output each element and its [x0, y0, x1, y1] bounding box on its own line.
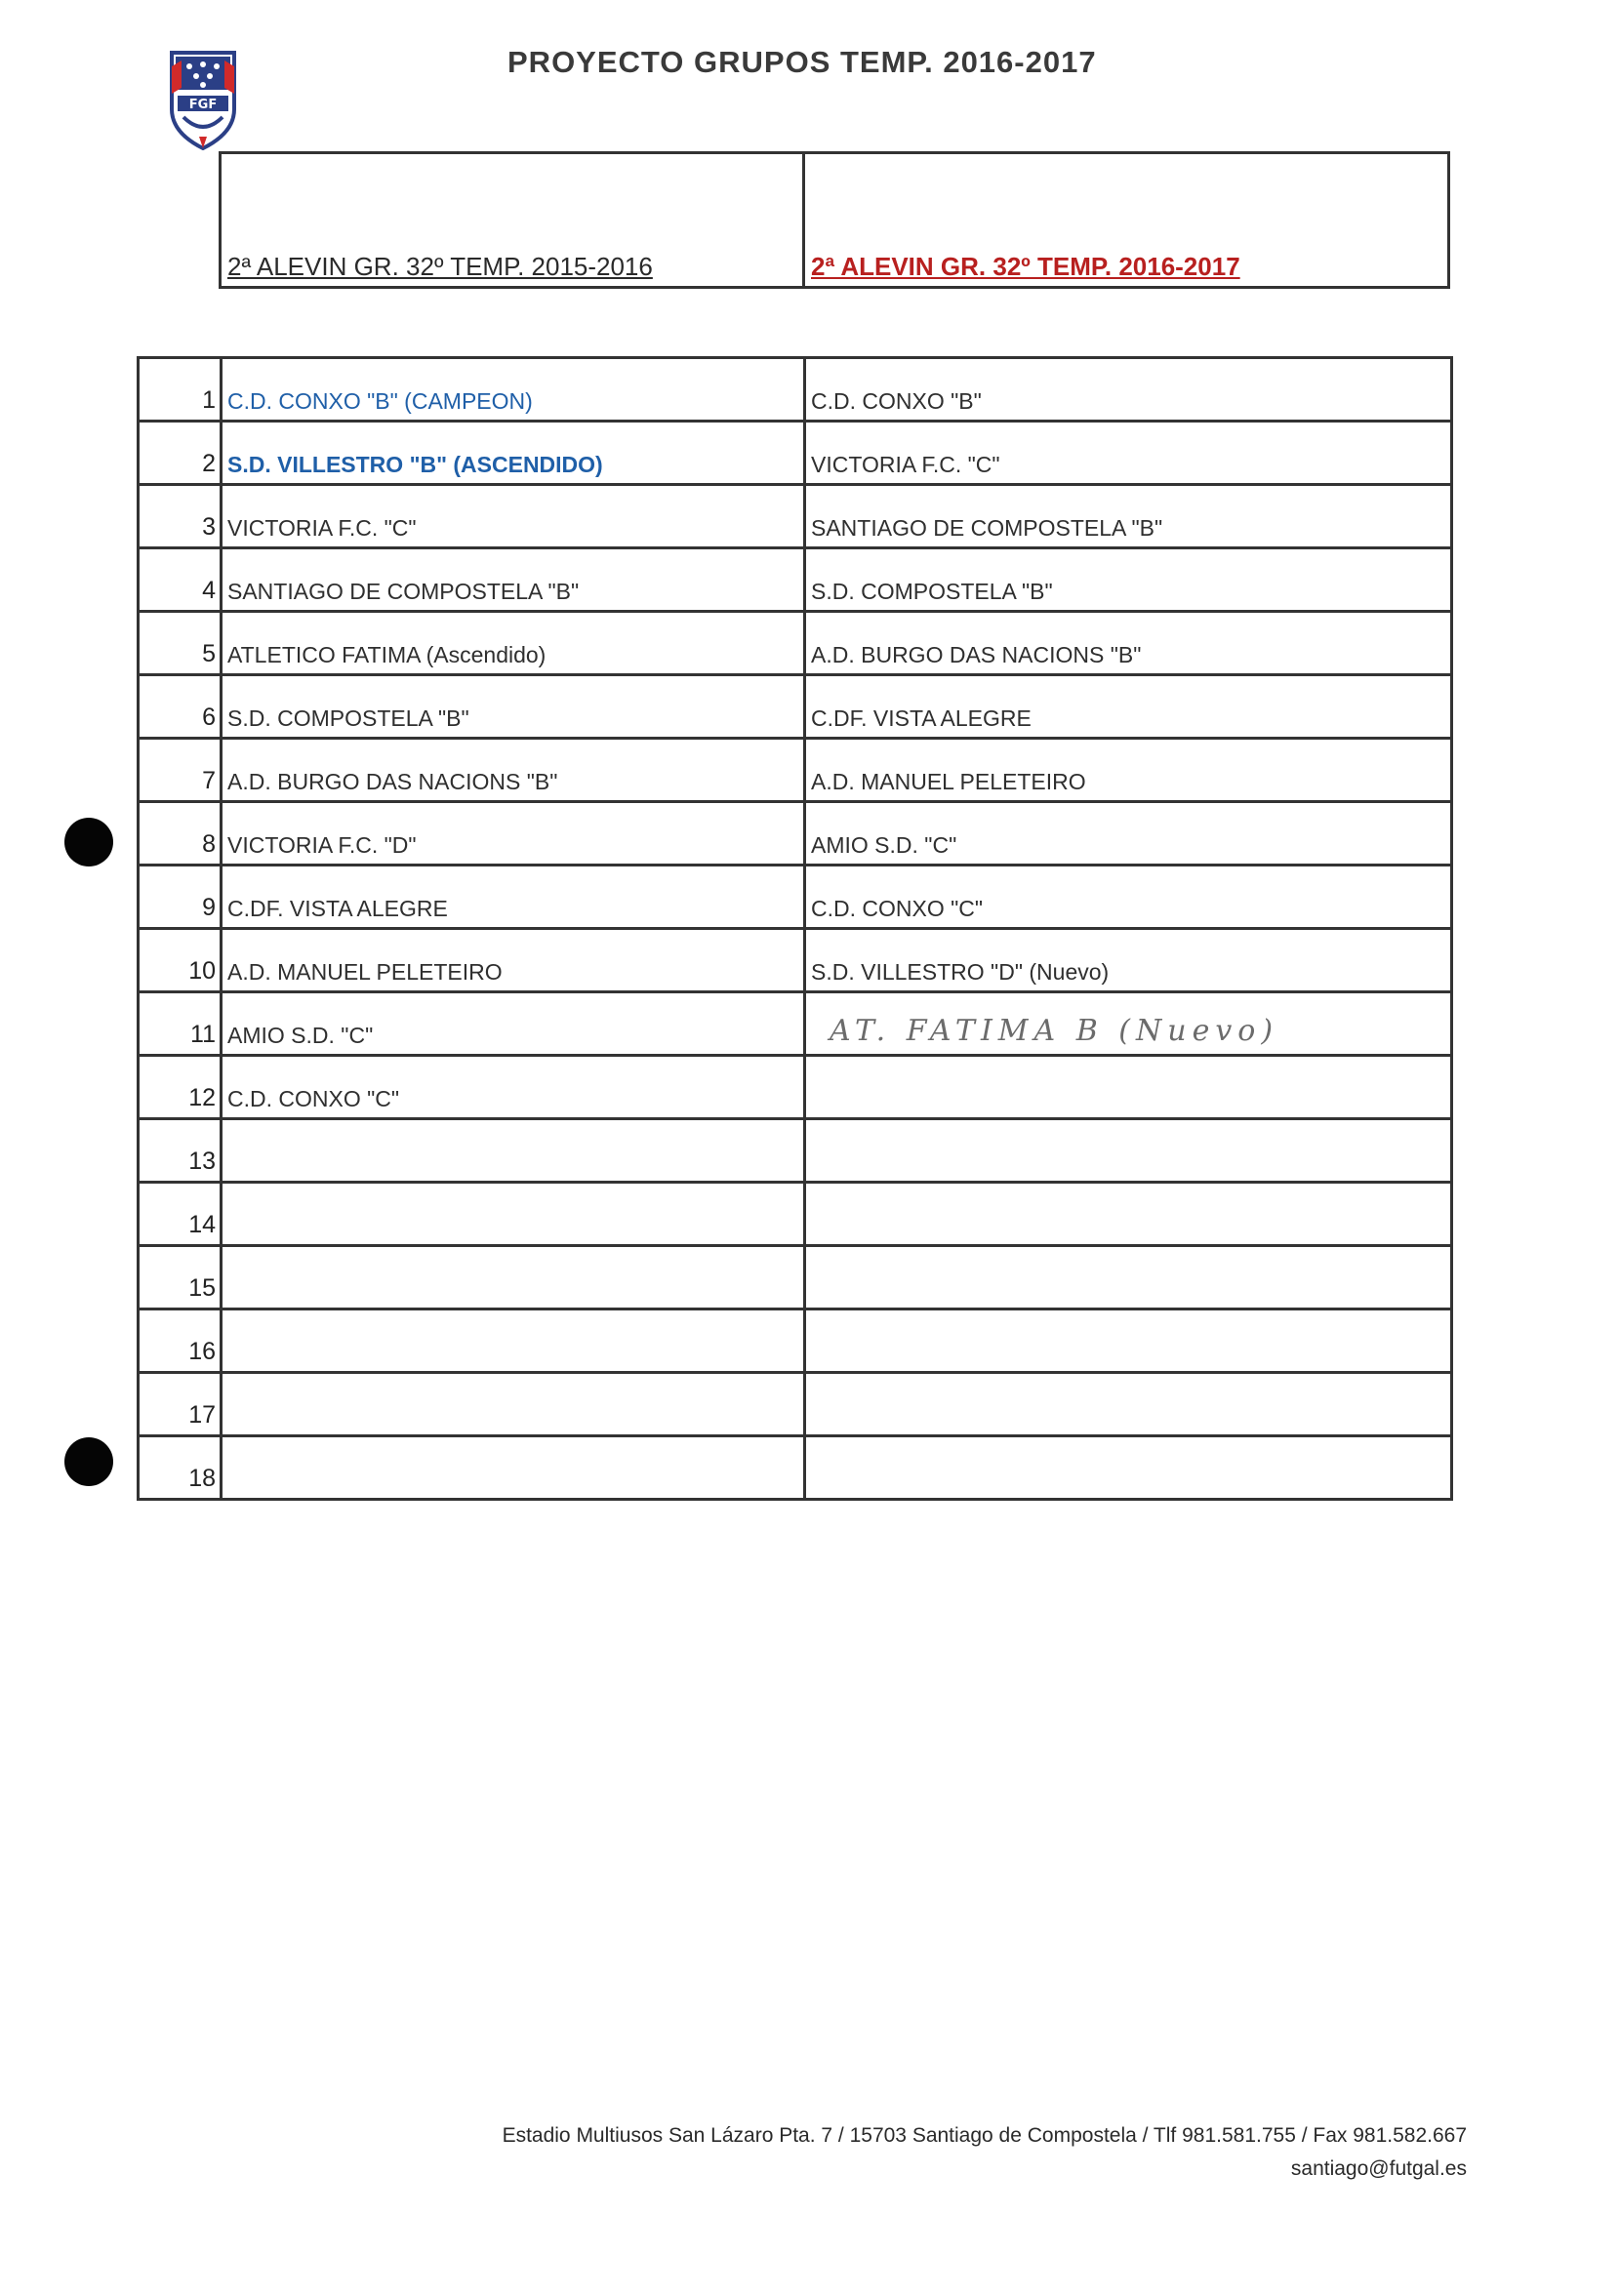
- table-row: [139, 739, 1452, 802]
- row-number: 3: [139, 485, 222, 548]
- fgf-logo: [166, 49, 240, 150]
- teams-table: [137, 356, 1453, 1501]
- team-current-season: A.D. MANUEL PELETEIRO: [805, 739, 1452, 802]
- team-current-season: S.D. VILLESTRO "D" (Nuevo): [805, 929, 1452, 992]
- document-title: PROYECTO GRUPOS TEMP. 2016-2017: [507, 45, 1097, 79]
- team-previous-season: S.D. COMPOSTELA "B": [222, 675, 805, 739]
- row-number: 12: [139, 1056, 222, 1119]
- table-row: [139, 1119, 1452, 1183]
- table-row: [139, 1183, 1452, 1246]
- team-previous-season: [222, 1436, 805, 1500]
- footer-contact: [503, 2119, 1467, 2186]
- row-number: 6: [139, 675, 222, 739]
- row-number: 13: [139, 1119, 222, 1183]
- table-row: [139, 548, 1452, 612]
- team-previous-season: A.D. BURGO DAS NACIONS "B": [222, 739, 805, 802]
- team-current-season: S.D. COMPOSTELA "B": [805, 548, 1452, 612]
- punch-hole-top: [64, 818, 113, 866]
- handwritten-team-entry: AT. FATIMA B (Nuevo): [805, 992, 1452, 1056]
- row-number: 7: [139, 739, 222, 802]
- team-current-season: C.D. CONXO "B": [805, 358, 1452, 422]
- table-row: [139, 675, 1452, 739]
- row-number: 15: [139, 1246, 222, 1309]
- row-number: 8: [139, 802, 222, 866]
- season-previous-title: 2ª ALEVIN GR. 32º TEMP. 2015-2016: [227, 252, 653, 281]
- season-header-box: [219, 151, 1450, 289]
- row-number: 9: [139, 866, 222, 929]
- team-current-season: C.DF. VISTA ALEGRE: [805, 675, 1452, 739]
- row-number: 18: [139, 1436, 222, 1500]
- team-previous-season: SANTIAGO DE COMPOSTELA "B": [222, 548, 805, 612]
- team-previous-season: [222, 1373, 805, 1436]
- team-previous-season: C.DF. VISTA ALEGRE: [222, 866, 805, 929]
- team-current-season: [805, 1183, 1452, 1246]
- team-previous-season: C.D. CONXO "B" (CAMPEON): [222, 358, 805, 422]
- team-previous-season: ATLETICO FATIMA (Ascendido): [222, 612, 805, 675]
- row-number: 16: [139, 1309, 222, 1373]
- row-number: 14: [139, 1183, 222, 1246]
- team-previous-season: S.D. VILLESTRO "B" (ASCENDIDO): [222, 422, 805, 485]
- season-current-cell: [805, 154, 1447, 286]
- team-current-season: VICTORIA F.C. "C": [805, 422, 1452, 485]
- table-row: [139, 1309, 1452, 1373]
- row-number: 1: [139, 358, 222, 422]
- team-current-season: A.D. BURGO DAS NACIONS "B": [805, 612, 1452, 675]
- team-previous-season: [222, 1119, 805, 1183]
- team-previous-season: C.D. CONXO "C": [222, 1056, 805, 1119]
- row-number: 5: [139, 612, 222, 675]
- punch-hole-bottom: [64, 1437, 113, 1486]
- season-current-title: 2ª ALEVIN GR. 32º TEMP. 2016-2017: [811, 252, 1240, 281]
- row-number: 11: [139, 992, 222, 1056]
- team-current-season: [805, 1056, 1452, 1119]
- team-current-season: SANTIAGO DE COMPOSTELA "B": [805, 485, 1452, 548]
- table-row: [139, 1246, 1452, 1309]
- table-row: [139, 929, 1452, 992]
- team-current-season: C.D. CONXO "C": [805, 866, 1452, 929]
- row-number: 17: [139, 1373, 222, 1436]
- team-current-season: [805, 1436, 1452, 1500]
- table-row: [139, 1373, 1452, 1436]
- team-current-season: [805, 1309, 1452, 1373]
- row-number: 10: [139, 929, 222, 992]
- table-row: [139, 866, 1452, 929]
- table-row: [139, 485, 1452, 548]
- row-number: 4: [139, 548, 222, 612]
- table-row: [139, 992, 1452, 1056]
- table-row: [139, 422, 1452, 485]
- table-row: [139, 612, 1452, 675]
- table-row: [139, 358, 1452, 422]
- team-previous-season: VICTORIA F.C. "D": [222, 802, 805, 866]
- table-row: [139, 1056, 1452, 1119]
- team-previous-season: [222, 1309, 805, 1373]
- team-previous-season: VICTORIA F.C. "C": [222, 485, 805, 548]
- season-previous-cell: [222, 154, 805, 286]
- footer-email: santiago@futgal.es: [1290, 2157, 1467, 2180]
- team-current-season: [805, 1246, 1452, 1309]
- svg-text:FGF: FGF: [188, 98, 218, 112]
- team-previous-season: [222, 1246, 805, 1309]
- table-row: [139, 802, 1452, 866]
- footer-address: Estadio Multiusos San Lázaro Pta. 7 / 15703 Santiago de Compostela / Tlf 981.581.755 / Fax 981.582.667: [502, 2124, 1467, 2147]
- table-row: [139, 1436, 1452, 1500]
- team-previous-season: AMIO S.D. "C": [222, 992, 805, 1056]
- team-current-season: AMIO S.D. "C": [805, 802, 1452, 866]
- team-current-season: [805, 1373, 1452, 1436]
- team-previous-season: [222, 1183, 805, 1246]
- team-previous-season: A.D. MANUEL PELETEIRO: [222, 929, 805, 992]
- team-current-season: [805, 1119, 1452, 1183]
- row-number: 2: [139, 422, 222, 485]
